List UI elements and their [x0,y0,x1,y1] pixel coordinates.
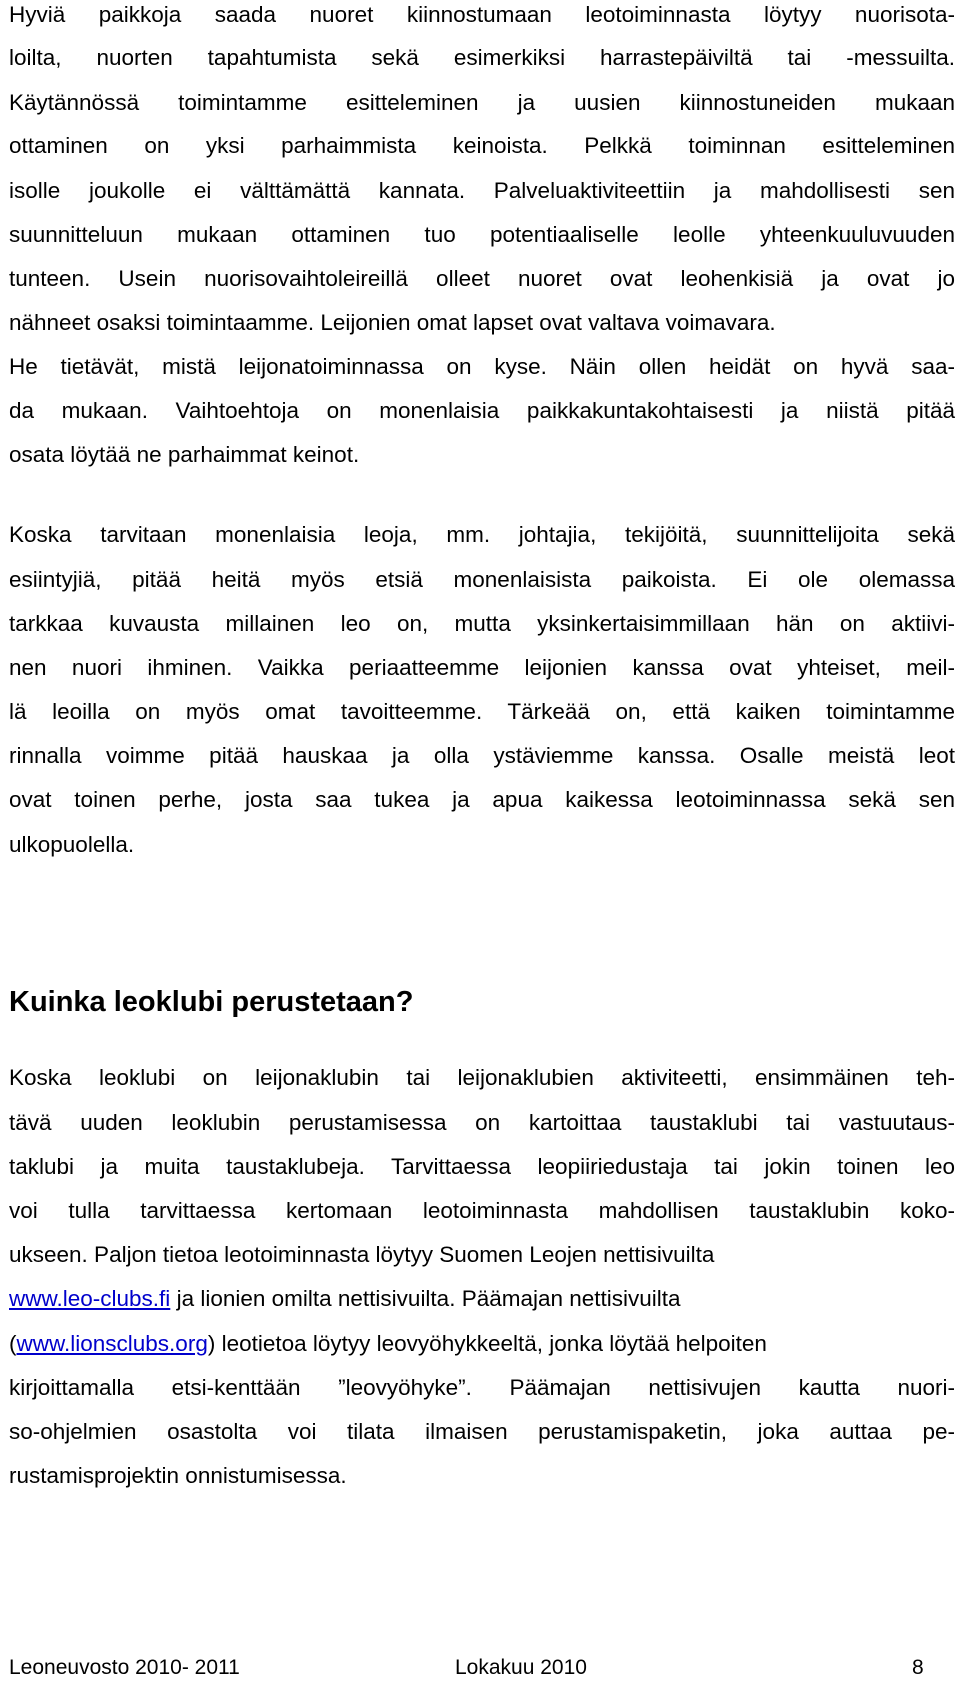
paragraph-2-line: tarkkaa kuvausta millainen leo on, mutta yksinkertaisimmillaan hän on aktiivi- [9,611,955,636]
paragraph-1-line: Hyviä paikkoja saada nuoret kiinnostumaan leotoiminnasta löytyy nuorisota- [9,2,955,27]
leo-clubs-link[interactable]: www.leo-clubs.fi [9,1286,171,1311]
paragraph-3-line: kirjoittamalla etsi-kenttään ”leovyöhyke”. Päämajan nettisivujen kautta nuori- [9,1375,955,1400]
paragraph-1-line: He tietävät, mistä leijonatoiminnassa on kyse. Näin ollen heidät on hyvä saa- [9,354,955,379]
paragraph-3-line-with-link [9,1329,767,1359]
footer-left-text: Leoneuvosto 2010- 2011 [9,1656,240,1679]
link-trailing-text: ) leotietoa löytyy leovyöhykkeeltä, jonka löytää helpoiten [207,1331,767,1356]
link-trailing-text: ja lionien omilta nettisivuilta. Päämajan nettisivuilta [170,1286,681,1311]
paragraph-2-line: esiintyjiä, pitää heitä myös etsiä monenlaisista paikoista. Ei ole olemassa [9,567,955,592]
paragraph-3-line: Koska leoklubi on leijonaklubin tai leijonaklubien aktiviteetti, ensimmäinen teh- [9,1065,955,1090]
footer-date: Lokakuu 2010 [455,1656,587,1679]
paragraph-2-line: ovat toinen perhe, josta saa tukea ja apua kaikessa leotoiminnassa sekä sen [9,787,955,812]
paragraph-1-line: nähneet osaksi toimintaamme. Leijonien omat lapset ovat valtava voimavara. [9,310,776,335]
paragraph-1-line: Käytännössä toimintamme esitteleminen ja uusien kiinnostuneiden mukaan [9,90,955,115]
paragraph-3-line: taklubi ja muita taustaklubeja. Tarvittaessa leopiiriedustaja tai jokin toinen leo [9,1154,955,1179]
paragraph-2-line: rinnalla voimme pitää hauskaa ja olla ystäviemme kanssa. Osalle meistä leot [9,743,955,768]
footer-page-number: 8 [912,1656,924,1679]
paragraph-1-line: suunnitteluun mukaan ottaminen tuo potentiaaliselle leolle yhteenkuuluvuuden [9,222,955,247]
paragraph-2-line: ulkopuolella. [9,832,135,857]
paragraph-1-line: tunteen. Usein nuorisovaihtoleireillä olleet nuoret ovat leohenkisiä ja ovat jo [9,266,955,291]
paragraph-3-line: so-ohjelmien osastolta voi tilata ilmaisen perustamispaketin, joka auttaa pe- [9,1419,955,1444]
paragraph-2-line: lä leoilla on myös omat tavoitteemme. Tärkeää on, että kaiken toimintamme [9,699,955,724]
paragraph-1-line: osata löytää ne parhaimmat keinot. [9,442,360,467]
paragraph-3-line: rustamisprojektin onnistumisessa. [9,1463,347,1488]
paragraph-1-line: loilta, nuorten tapahtumista sekä esimerkiksi harrastepäiviltä tai -messuilta. [9,45,955,70]
paragraph-1-line: ottaminen on yksi parhaimmista keinoista. Pelkkä toiminnan esitteleminen [9,133,955,158]
paragraph-1-line: da mukaan. Vaihtoehtoja on monenlaisia paikkakuntakohtaisesti ja niistä pitää [9,398,955,423]
lionsclubs-link[interactable]: www.lionsclubs.org [16,1331,208,1356]
paragraph-2-line: Koska tarvitaan monenlaisia leoja, mm. johtajia, tekijöitä, suunnittelijoita sekä [9,522,955,547]
paragraph-2-line: nen nuori ihminen. Vaikka periaatteemme leijonien kanssa ovat yhteiset, meil- [9,655,955,680]
paren-open: ( [9,1331,17,1356]
paragraph-3-line-with-link [9,1284,681,1314]
paragraph-3-line: ukseen. Paljon tietoa leotoiminnasta löytyy Suomen Leojen nettisivuilta [9,1242,715,1267]
paragraph-1-line: isolle joukolle ei välttämättä kannata. Palveluaktiviteettiin ja mahdollisesti sen [9,178,955,203]
section-heading: Kuinka leoklubi perustetaan? [9,986,414,1018]
paragraph-3-line: voi tulla tarvittaessa kertomaan leotoiminnasta mahdollisen taustaklubin koko- [9,1198,955,1223]
paragraph-3-line: tävä uuden leoklubin perustamisessa on kartoittaa taustaklubi tai vastuutaus- [9,1110,955,1135]
